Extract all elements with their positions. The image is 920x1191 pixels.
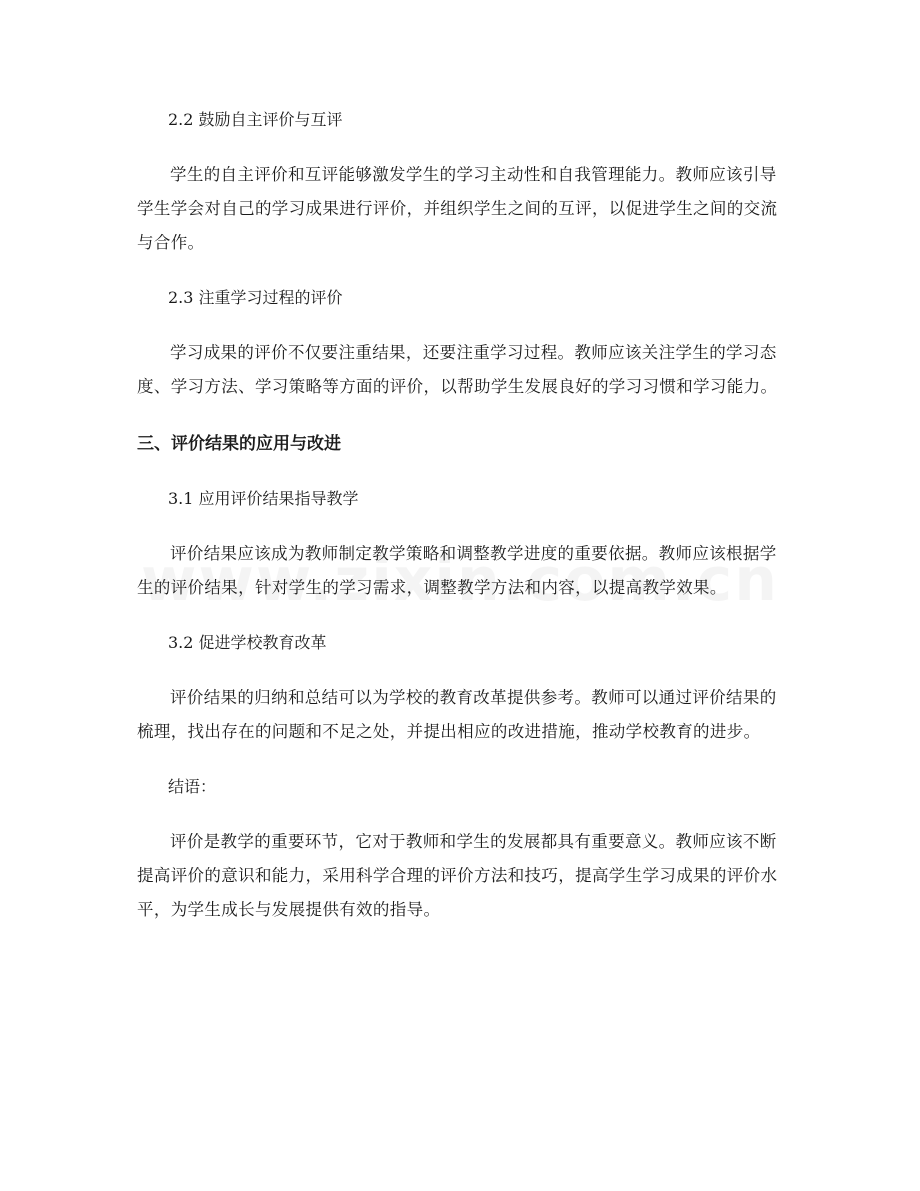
conclusion-paragraph: 评价是教学的重要环节，它对于教师和学生的发展都具有重要意义。教师应该不断提高评价的意识和能力，采用科学合理的评价方法和技巧，提高学生学习成果的评价水平，为学生成长与发展提供有效的指导。 (137, 832, 778, 919)
subsection-title-3-1: 3.1 应用评价结果指导教学 (168, 489, 359, 508)
conclusion-title: 结语： (168, 777, 217, 796)
paragraph-3-1: 评价结果应该成为教师制定教学策略和调整教学进度的重要依据。教师应该根据学生的评价结果，针对学生的学习需求，调整教学方法和内容，以提高教学效果。 (137, 544, 777, 597)
section-heading-3: 三、评价结果的应用与改进 (137, 434, 341, 454)
document-body (137, 105, 785, 950)
subsection-title-2-3: 2.3 注重学习过程的评价 (168, 288, 343, 307)
subsection-title-2-2: 2.2 鼓励自主评价与互评 (168, 110, 343, 129)
subsection-title-3-2: 3.2 促进学校教育改革 (168, 633, 327, 652)
paragraph-2-2: 学生的自主评价和互评能够激发学生的学习主动性和自我管理能力。教师应该引导学生学会对自己的学习成果进行评价，并组织学生之间的互评，以促进学生之间的交流与合作。 (137, 165, 778, 252)
paragraph-3-2: 评价结果的归纳和总结可以为学校的教育改革提供参考。教师可以通过评价结果的梳理，找出存在的问题和不足之处，并提出相应的改进措施，推动学校教育的进步。 (137, 688, 777, 741)
paragraph-2-3: 学习成果的评价不仅要注重结果，还要注重学习过程。教师应该关注学生的学习态度、学习方法、学习策略等方面的评价，以帮助学生发展良好的学习习惯和学习能力。 (137, 343, 778, 396)
